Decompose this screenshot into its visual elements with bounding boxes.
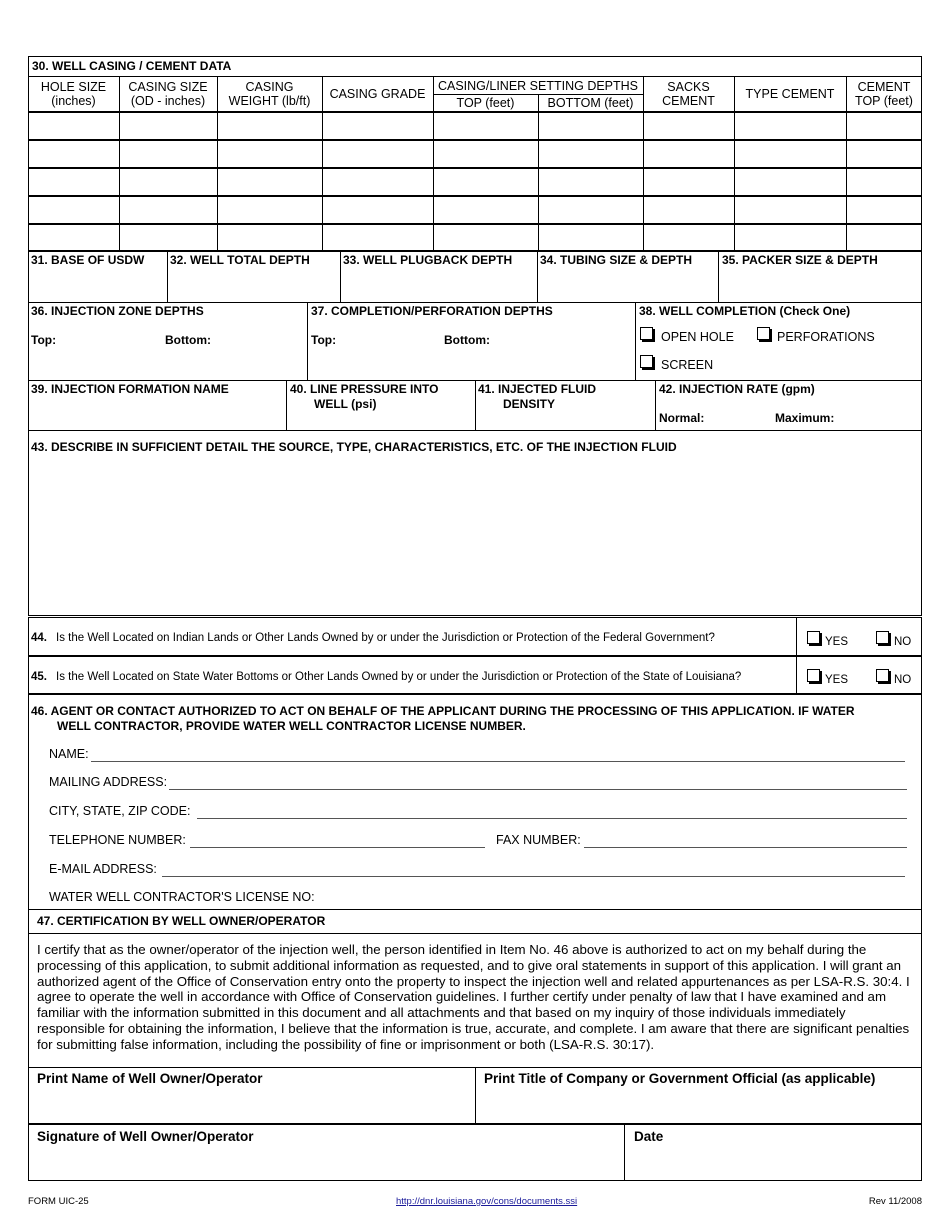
perforations-label: PERFORATIONS bbox=[777, 330, 875, 344]
city-state-zip-label: CITY, STATE, ZIP CODE: bbox=[49, 804, 191, 818]
perforation-bottom-label: Bottom: bbox=[444, 333, 490, 347]
telephone-field[interactable] bbox=[190, 847, 485, 848]
injection-fluid-description-field[interactable] bbox=[30, 458, 920, 613]
packer-size-depth-field[interactable] bbox=[720, 270, 920, 301]
perforations-checkbox[interactable] bbox=[757, 327, 770, 340]
question-45-number: 45. bbox=[31, 671, 47, 683]
date-label: Date bbox=[634, 1129, 664, 1144]
injection-rate-label: 42. INJECTION RATE (gpm) bbox=[659, 382, 815, 396]
open-hole-checkbox[interactable] bbox=[640, 327, 653, 340]
col-casing-grade: CASING GRADE bbox=[329, 87, 426, 101]
col-top-feet: TOP (feet) bbox=[456, 96, 515, 110]
q44-yes-checkbox[interactable] bbox=[807, 631, 820, 644]
injection-fluid-description-label: 43. DESCRIBE IN SUFFICIENT DETAIL THE SOURCE, TYPE, CHARACTERISTICS, ETC. OF THE INJECTION FLUID bbox=[31, 440, 677, 454]
print-title-label: Print Title of Company or Government Official (as applicable) bbox=[484, 1071, 876, 1086]
fax-field[interactable] bbox=[584, 847, 907, 848]
packer-size-depth-label: 35. PACKER SIZE & DEPTH bbox=[722, 253, 878, 267]
signature-field[interactable] bbox=[30, 1147, 622, 1179]
question-45-text: Is the Well Located on State Water Bottoms or Other Lands Owned by or under the Jurisdiction or Protection of the State of Louisiana? bbox=[56, 671, 742, 683]
telephone-label: TELEPHONE NUMBER: bbox=[49, 833, 186, 847]
section-30-title: 30. WELL CASING / CEMENT DATA bbox=[32, 59, 232, 73]
q45-yes-checkbox[interactable] bbox=[807, 669, 820, 682]
q45-yes-label: YES bbox=[825, 674, 849, 686]
well-completion-label: 38. WELL COMPLETION (Check One) bbox=[639, 304, 851, 318]
email-label: E-MAIL ADDRESS: bbox=[49, 862, 157, 876]
contractor-license-label: WATER WELL CONTRACTOR'S LICENSE NO: bbox=[49, 890, 315, 904]
q44-no-label: NO bbox=[894, 636, 912, 648]
print-name-label: Print Name of Well Owner/Operator bbox=[37, 1071, 263, 1086]
agent-contact-title: 46. AGENT OR CONTACT AUTHORIZED TO ACT ON BEHALF OF THE APPLICANT DURING THE PROCESSING OF THIS APPLICATION. IF WATER WELL CONTRACTOR, PROVIDE WATER WELL CONTRACTOR LICENSE NUMBER. bbox=[31, 704, 855, 733]
zone-top-label: Top: bbox=[31, 333, 57, 347]
form-number: FORM UIC-25 bbox=[28, 1196, 89, 1207]
mailing-address-label: MAILING ADDRESS: bbox=[49, 775, 168, 789]
agent-name-label: NAME: bbox=[49, 747, 89, 761]
city-state-zip-field[interactable] bbox=[197, 818, 907, 819]
q44-yes-label: YES bbox=[825, 636, 849, 648]
injected-fluid-density-label: 41. INJECTED FLUID DENSITY bbox=[478, 382, 597, 411]
zone-bottom-label: Bottom: bbox=[165, 333, 211, 347]
injection-formation-name-label: 39. INJECTION FORMATION NAME bbox=[31, 382, 229, 396]
injection-rate-max-label: Maximum: bbox=[775, 411, 835, 425]
col-setting-depths: CASING/LINER SETTING DEPTHS bbox=[437, 79, 639, 93]
col-bottom-feet: BOTTOM (feet) bbox=[547, 96, 634, 110]
col-sacks-cement: SACKS CEMENT bbox=[662, 80, 715, 108]
screen-checkbox[interactable] bbox=[640, 355, 653, 368]
q45-no-checkbox[interactable] bbox=[876, 669, 889, 682]
print-title-field[interactable] bbox=[477, 1090, 920, 1122]
signature-label: Signature of Well Owner/Operator bbox=[37, 1129, 254, 1144]
injection-zone-depths-label: 36. INJECTION ZONE DEPTHS bbox=[31, 304, 204, 318]
line-pressure-label: 40. LINE PRESSURE INTO WELL (psi) bbox=[290, 382, 439, 411]
agent-name-field[interactable] bbox=[91, 761, 905, 762]
col-casing-size: CASING SIZE (OD - inches) bbox=[128, 80, 208, 108]
certification-title: 47. CERTIFICATION BY WELL OWNER/OPERATOR bbox=[37, 914, 326, 928]
col-cement-top: CEMENT TOP (feet) bbox=[855, 80, 913, 108]
table-row[interactable] bbox=[29, 225, 921, 249]
col-hole-size: HOLE SIZE (inches) bbox=[40, 80, 107, 108]
table-row[interactable] bbox=[29, 197, 921, 222]
well-plugback-depth-label: 33. WELL PLUGBACK DEPTH bbox=[343, 253, 513, 267]
fax-label: FAX NUMBER: bbox=[496, 833, 581, 847]
question-44-text: Is the Well Located on Indian Lands or Other Lands Owned by or under the Jurisdiction or Protection of the Federal Government? bbox=[56, 632, 715, 644]
well-total-depth-field[interactable] bbox=[169, 270, 338, 301]
col-casing-weight: CASING WEIGHT (lb/ft) bbox=[228, 80, 311, 108]
table-row[interactable] bbox=[29, 113, 921, 138]
date-field[interactable] bbox=[626, 1147, 920, 1179]
base-of-usdw-field[interactable] bbox=[30, 270, 165, 301]
table-row[interactable] bbox=[29, 141, 921, 166]
email-field[interactable] bbox=[162, 876, 905, 877]
revision-date: Rev 11/2008 bbox=[868, 1196, 922, 1207]
table-row[interactable] bbox=[29, 169, 921, 194]
print-name-field[interactable] bbox=[30, 1090, 473, 1122]
q44-no-checkbox[interactable] bbox=[876, 631, 889, 644]
completion-perforation-depths-label: 37. COMPLETION/PERFORATION DEPTHS bbox=[311, 304, 553, 318]
q45-no-label: NO bbox=[894, 674, 912, 686]
open-hole-label: OPEN HOLE bbox=[661, 330, 734, 344]
well-total-depth-label: 32. WELL TOTAL DEPTH bbox=[170, 253, 310, 267]
mailing-address-field[interactable] bbox=[169, 789, 907, 790]
screen-label: SCREEN bbox=[661, 358, 714, 372]
tubing-size-depth-field[interactable] bbox=[539, 270, 716, 301]
col-type-cement: TYPE CEMENT bbox=[745, 87, 835, 101]
perforation-top-label: Top: bbox=[311, 333, 337, 347]
question-44-number: 44. bbox=[31, 632, 47, 644]
documents-link[interactable]: http://dnr.louisiana.gov/cons/documents.ssi bbox=[396, 1196, 578, 1207]
tubing-size-depth-label: 34. TUBING SIZE & DEPTH bbox=[540, 253, 693, 267]
injection-rate-normal-label: Normal: bbox=[659, 411, 705, 425]
base-of-usdw-label: 31. BASE OF USDW bbox=[31, 253, 145, 267]
certification-statement: I certify that as the owner/operator of the injection well, the person identified in Item No. 46 above is authorized to act on my behalf during the processing of this application, to submit additional information as requested, and to give oral statements in support of this application. I will grant an authorized agent of the Office of Conservation entry onto the property to inspect the injection well and related appurtenances as per LSA-R.S. 30:4. I agree to operate the well in accordance with Office of Conservation guidelines. I further certify under penalty of law that I have examined and am familiar with the information submitted in this document and all attachments and that based on my inquiry of those individuals immediately responsible for obtaining the information, I believe that the information is true, accurate, and complete. I am aware that there are significant penalties for submitting false information, including the possibility of fine or imprisonment or both (LSA-R.S. 30:17). bbox=[37, 942, 910, 1052]
well-plugback-depth-field[interactable] bbox=[342, 270, 535, 301]
contractor-license-field[interactable] bbox=[322, 888, 907, 906]
